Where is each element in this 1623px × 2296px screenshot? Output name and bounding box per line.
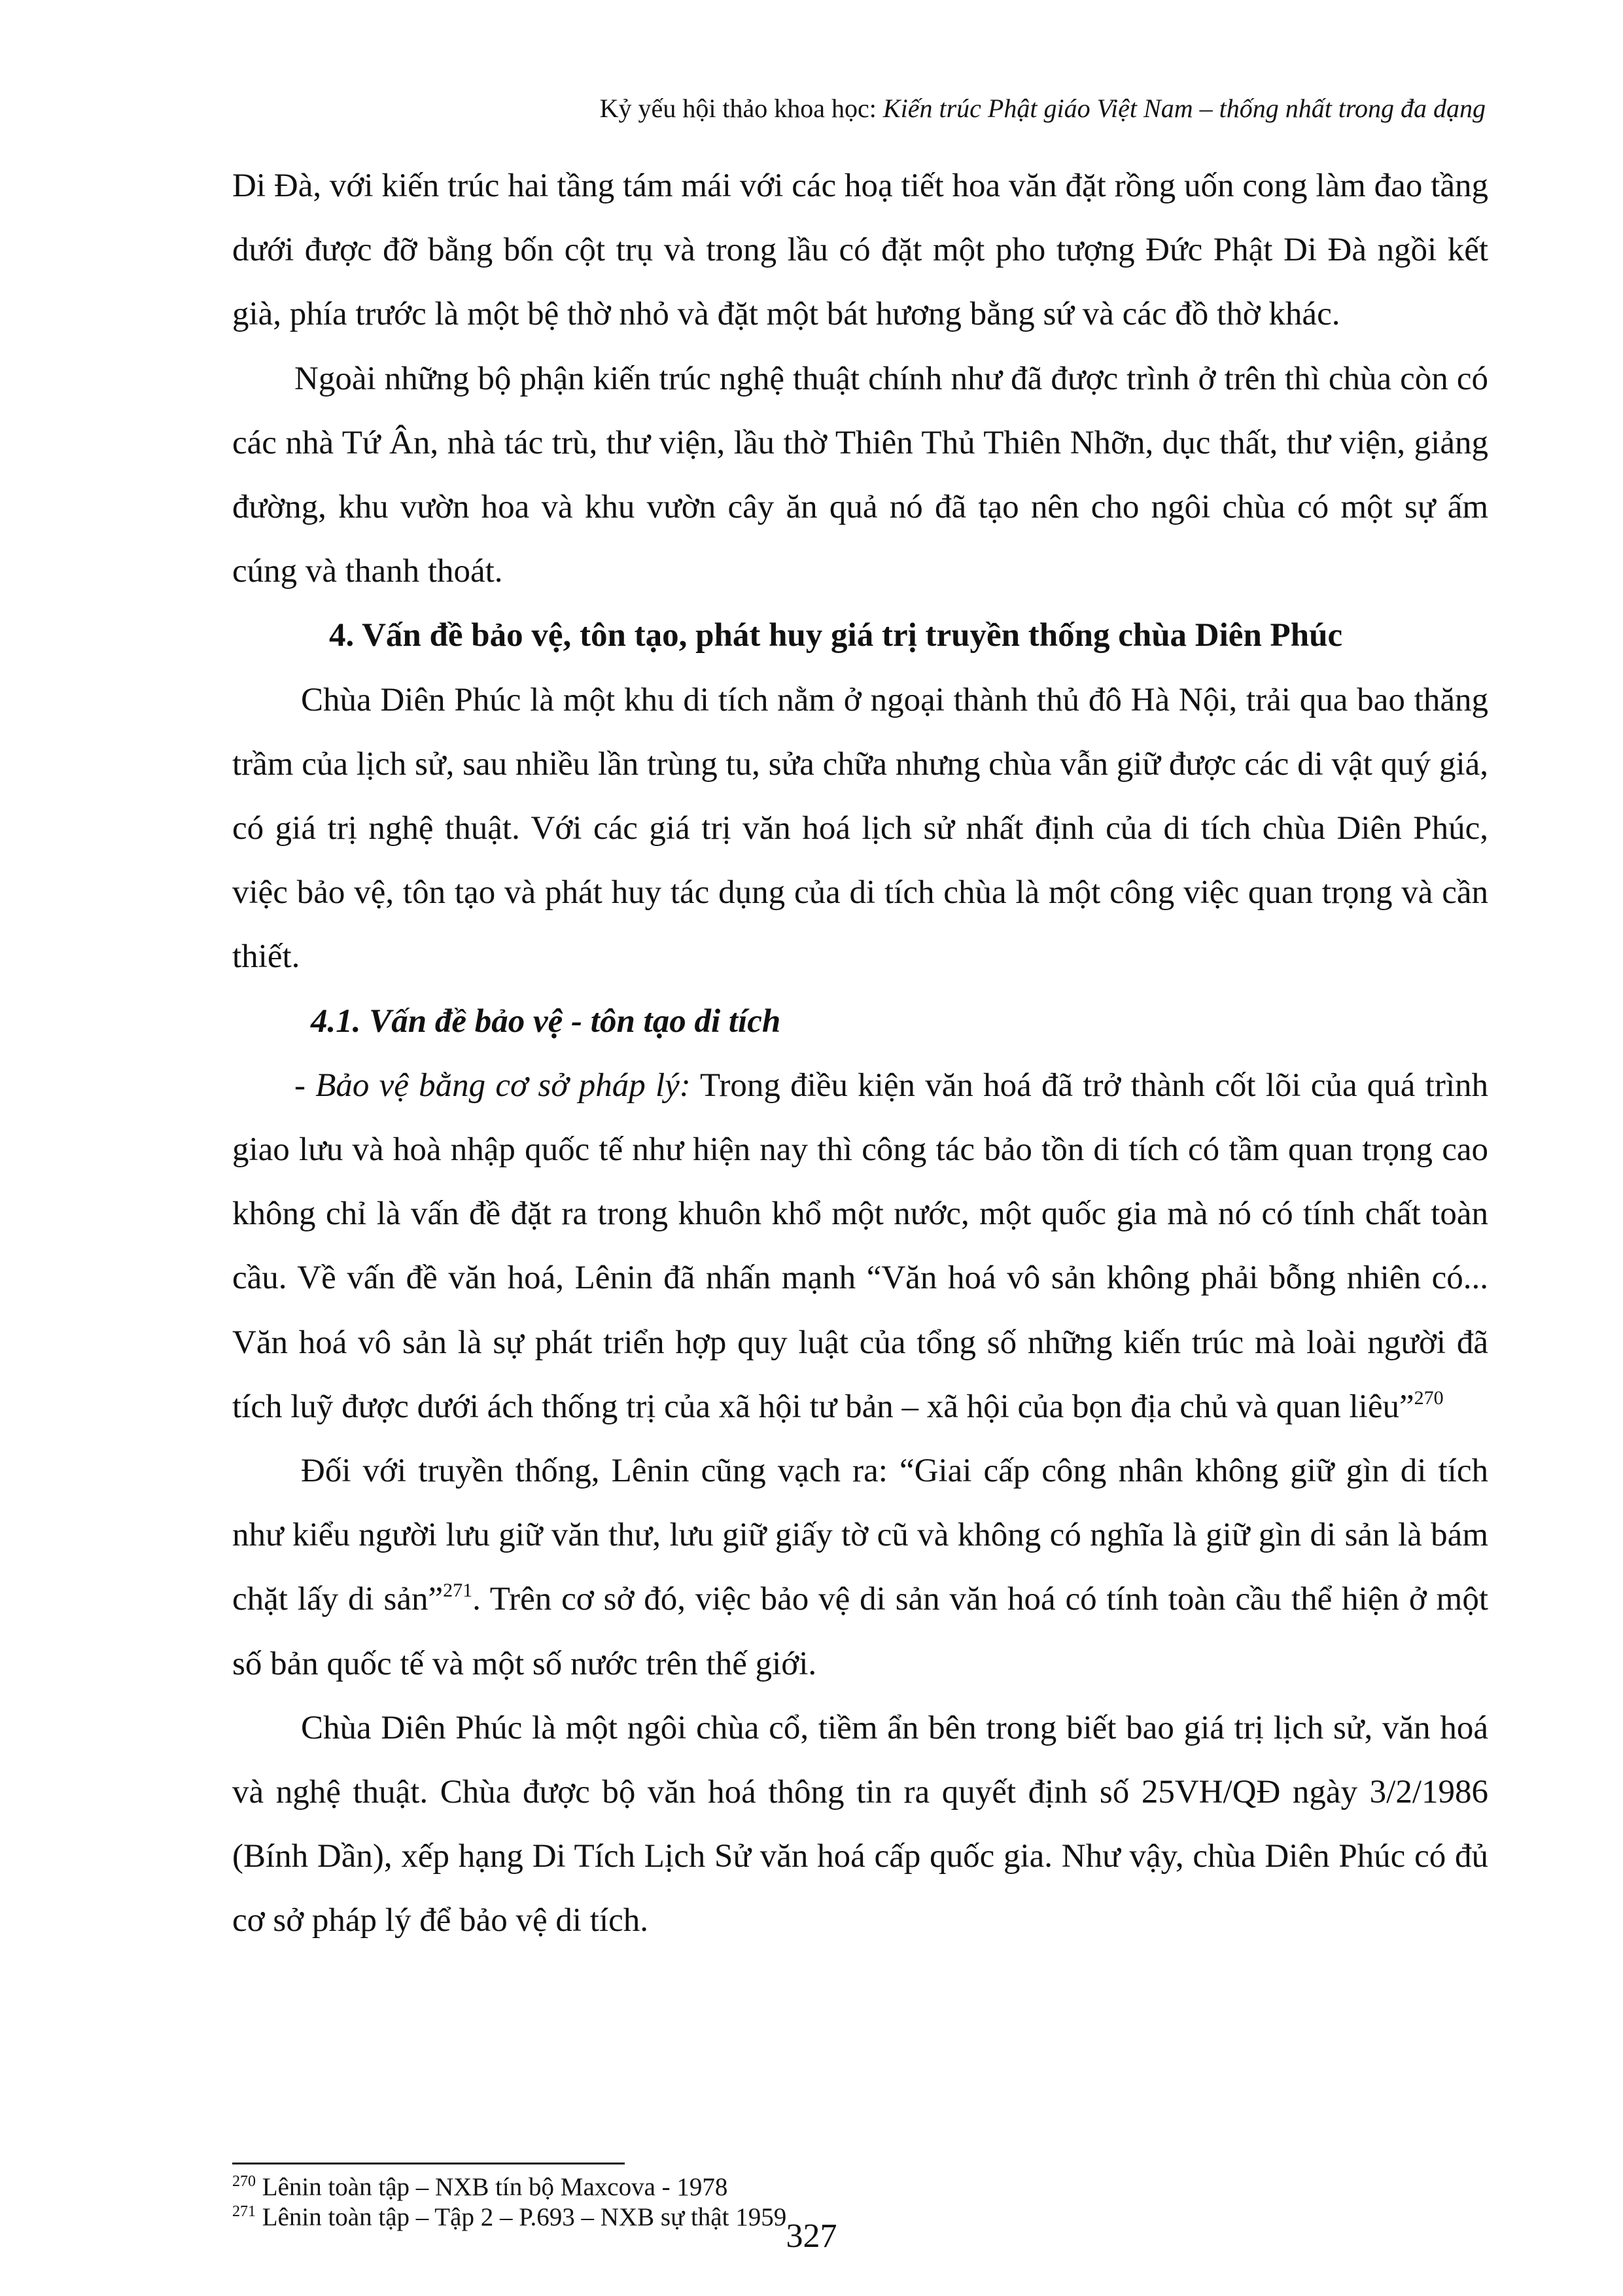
paragraph-5 (232, 1439, 1488, 1696)
footnote-text: Lênin toàn tập – NXB tín bộ Maxcova - 1978 (256, 2173, 728, 2201)
running-header (600, 93, 1486, 124)
header-prefix: Kỷ yếu hội thảo khoa học: (599, 94, 883, 123)
paragraph-1: Di Đà, với kiến trúc hai tầng tám mái với các hoạ tiết hoa văn đặt rồng uốn cong làm đao tầng dưới được đỡ bằng bốn cột trụ và trong lầu có đặt một pho tượng Đức Phật Di Đà ngồi kết già, phía trước là một bệ thờ nhỏ và đặt một bát hương bằng sứ và các đồ thờ khác. (232, 168, 1488, 333)
paragraph-6: Chùa Diên Phúc là một ngôi chùa cổ, tiềm ẩn bên trong biết bao giá trị lịch sử, văn hoá và nghệ thuật. Chùa được bộ văn hoá thông tin ra quyết định số 25VH/QĐ ngày 3/2/1986 (Bính Dần), xếp hạng Di Tích Lịch Sử văn hoá cấp quốc gia. Như vậy, chùa Diên Phúc có đủ cơ sở pháp lý để bảo vệ di tích. (232, 1709, 1488, 1939)
footnote-ref-271: 271 (443, 1580, 473, 1602)
legal-basis-label: - Bảo vệ bằng cơ sở pháp lý: (294, 1067, 691, 1104)
footnote-number: 270 (232, 2173, 256, 2190)
section-heading-4: 4. Vấn đề bảo vệ, tôn tạo, phát huy giá trị truyền thống chùa Diên Phúc (329, 617, 1343, 654)
footnote-270 (232, 2172, 786, 2202)
section-heading-4-1: 4.1. Vấn đề bảo vệ - tôn tạo di tích (311, 1002, 781, 1040)
footnote-separator (232, 2163, 625, 2164)
paragraph-3: Chùa Diên Phúc là một khu di tích nằm ở ngoại thành thủ đô Hà Nội, trải qua bao thăng trầm của lịch sử, sau nhiều lần trùng tu, sửa chữa nhưng chùa vẫn giữ được các di vật quý giá, có giá trị nghệ thuật. Với các giá trị văn hoá lịch sử nhất định của di tích chùa Diên Phúc, việc bảo vệ, tôn tạo và phát huy tác dụng của di tích chùa là một công việc quan trọng và cần thiết. (232, 681, 1488, 976)
paragraph-4 (232, 1053, 1488, 1439)
paragraph-5-text-b: . Trên cơ sở đó, việc bảo vệ di sản văn hoá có tính toàn cầu thể hiện ở một số bản quốc tế và một số nước trên thế giới. (232, 1581, 1488, 1682)
paragraph-2: Ngoài những bộ phận kiến trúc nghệ thuật chính như đã được trình ở trên thì chùa còn có các nhà Tứ Ân, nhà tác trù, thư viện, lầu thờ Thiên Thủ Thiên Nhỡn, dục thất, thư viện, giảng đường, khu vườn hoa và khu vườn cây ăn quả nó đã tạo nên cho ngôi chùa có một sự ấm cúng và thanh thoát. (232, 360, 1488, 590)
footnote-text: Lênin toàn tập – Tập 2 – P.693 – NXB sự thật 1959 (256, 2203, 787, 2231)
main-content (232, 154, 1488, 1953)
header-title: Kiến trúc Phật giáo Việt Nam – thống nhất trong đa dạng (882, 94, 1486, 123)
paragraph-5-text-a: Đối với truyền thống, Lênin cũng vạch ra: “Giai cấp công nhân không giữ gìn di tích như kiểu người lưu giữ văn thư, lưu giữ giấy tờ cũ và không có nghĩa là giữ gìn di sản là bám chặt lấy di sản” (232, 1453, 1488, 1618)
footnote-number: 271 (232, 2203, 256, 2220)
paragraph-4-text: Trong điều kiện văn hoá đã trở thành cốt lõi của quá trình giao lưu và hoà nhập quốc tế như hiện nay thì công tác bảo tồn di tích có tầm quan trọng cao không chỉ là vấn đề đặt ra trong khuôn khổ một nước, một quốc gia mà nó có tính chất toàn cầu. Về vấn đề văn hoá, Lênin đã nhấn mạnh “Văn hoá vô sản không phải bỗng nhiên có... Văn hoá vô sản là sự phát triển hợp quy luật của tổng số những kiến trúc mà loài người đã tích luỹ được dưới ách thống trị của xã hội tư bản – xã hội của bọn địa chủ và quan liêu” (232, 1067, 1489, 1425)
footnote-ref-270: 270 (1414, 1386, 1444, 1409)
page-number: 327 (786, 2217, 837, 2255)
